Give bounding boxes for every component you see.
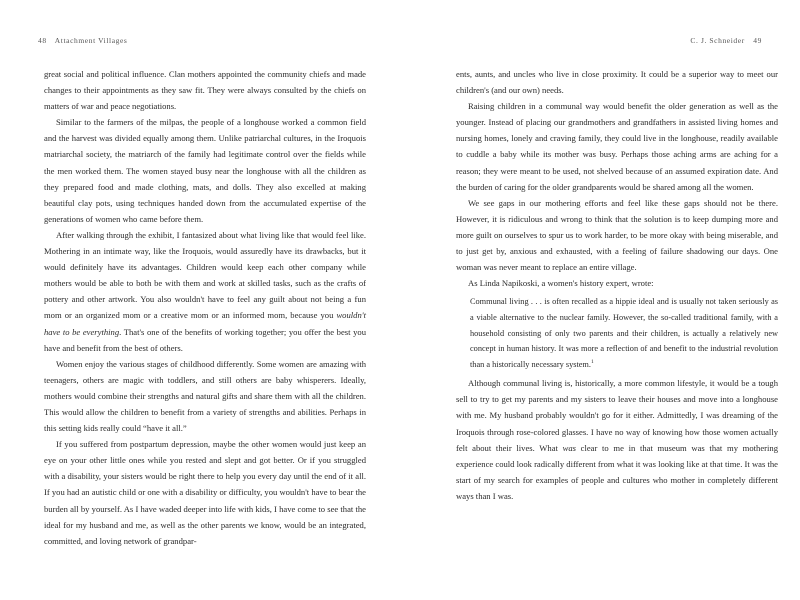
- right-page-number: 49: [753, 36, 762, 45]
- paragraph-text: . That's one of the benefits of working together; you offer the best you have and benefit from the best of others.: [44, 326, 366, 353]
- left-page-number: 48: [38, 36, 47, 45]
- paragraph: great social and political influence. Clan mothers appointed the community chiefs and made changes to their appointments as they saw fit. They were always consulted by the chiefs on matters of war and peace negotiations.: [44, 69, 366, 112]
- emphasis-text: wouldn't have to be everything: [44, 310, 366, 337]
- paragraph: ents, aunts, and uncles who live in close proximity. It could be a superior way to meet our children's (and our own) needs.: [456, 69, 778, 96]
- right-running-head: [690, 36, 768, 45]
- paragraph-text: Although communal living is, historically, a more common lifestyle, it would be a tough sell to try to get my parents and my sisters to leave their houses and move into a longhouse with me. My husband probably wouldn't go for it either. Admittedly, I was dreaming of the Iroquois through rose-colored glasses. I have no way of knowing how those women actually felt about their lives. What: [456, 378, 778, 453]
- block-quote: [470, 294, 778, 372]
- paragraph: Women enjoy the various stages of childhood differently. Some women are amazing with teenagers, others are magic with toddlers, and still others are baby whisperers. Ideally, mothers would combine their strengths and natural gifts and share them with all the children. This would allow the children to benefit from a variety of strengths and abilities. Perhaps in this setting kids really could “have it all.”: [44, 358, 366, 434]
- paragraph: If you suffered from postpartum depression, maybe the other women would just keep an eye on your other little ones while you rested and slept and got better. Or if you struggled with a disability, your sisters would be right there to help you every day until the end of it all. If you had an autistic child or one with a disability or difficulty, you wouldn't have to bear the burden all by yourself. As I have waded deeper into life with kids, I have come to see that the ideal for my husband and me, as well as the other parents we know, would be an integrated, committed, and loving network of grandpar-: [44, 439, 366, 546]
- paragraph: As Linda Napikoski, a women's history expert, wrote:: [468, 278, 654, 289]
- paragraph: [44, 227, 366, 356]
- left-running-head: [32, 36, 127, 45]
- left-text-block: [44, 66, 366, 549]
- footnote-marker[interactable]: 1: [590, 358, 594, 365]
- paragraph-text: clear to me in that museum was that my mothering experience could look radically different from what it was looking like at that time. It was the start of my search for examples of people and cultures who mother in completely different ways than I was.: [456, 442, 779, 501]
- right-page: [400, 0, 800, 600]
- right-running-title: C. J. Schneider: [690, 36, 745, 45]
- paragraph: Similar to the farmers of the milpas, the people of a longhouse worked a common field and the harvest was divided equally among them. Unlike patriarchal cultures, in the Iroquois matriarchal society, the matriarch of the family had legitimate control over the fields while the men worked them. The women stayed busy near the longhouse with all the children as they prepared food and made clothing, mats, and dolls. They also excelled at making beautiful clay pots, using techniques handed down from the accumulated expertise of the generations of women who came before them.: [44, 117, 366, 224]
- paragraph: [456, 375, 778, 504]
- emphasis-text: was: [562, 442, 576, 453]
- paragraph: We see gaps in our mothering efforts and feel like these gaps should not be there. However, it is ridiculous and wrong to think that the solution is to keep dumping more and more guilt on ourselves to spur us to work harder, to be more okay with being miserable, and to just get by, anxious and exhausted, with a feeling of failure shadowing our days. One woman was never meant to replace an entire village.: [456, 197, 778, 273]
- paragraph: Raising children in a communal way would benefit the older generation as well as the younger. Instead of placing our grandmothers and grandfathers in assisted living homes and nursing homes, lonely and craving family, they could live in the longhouse, readily available to cuddle a baby while its mother was busy. Perhaps those aching arms are aching for a reason; they were meant to be used, not shelved because of an assumed expiration date. And the burden of caring for the older grandparents would be shared among all the women.: [456, 101, 778, 192]
- left-running-title: Attachment Villages: [54, 36, 128, 45]
- right-text-block: [456, 66, 778, 504]
- quote-text: Communal living . . . is often recalled as a hippie ideal and is usually not taken seriously as a viable alternative to the nuclear family. However, the so-called traditional family, with a household consisting of only two parents and their children, is actually a relatively new concept in human history. It was more a reflection of and benefit to the industrial revolution than a historically necessary system.: [470, 297, 778, 369]
- paragraph-text: After walking through the exhibit, I fantasized about what living like that would feel like. Mothering in an intimate way, like the Iroquois, would assuredly have its drawbacks, but it would definitely have its advantages. Children would keep each other company while mothers would be able to both be with them and work at skilled tasks, such as the crafts of pottery and other artwork. You also wouldn't have to feel any guilt about not being a fun mom or an organized mom or a creative mom or an informed mom, because you: [44, 229, 366, 321]
